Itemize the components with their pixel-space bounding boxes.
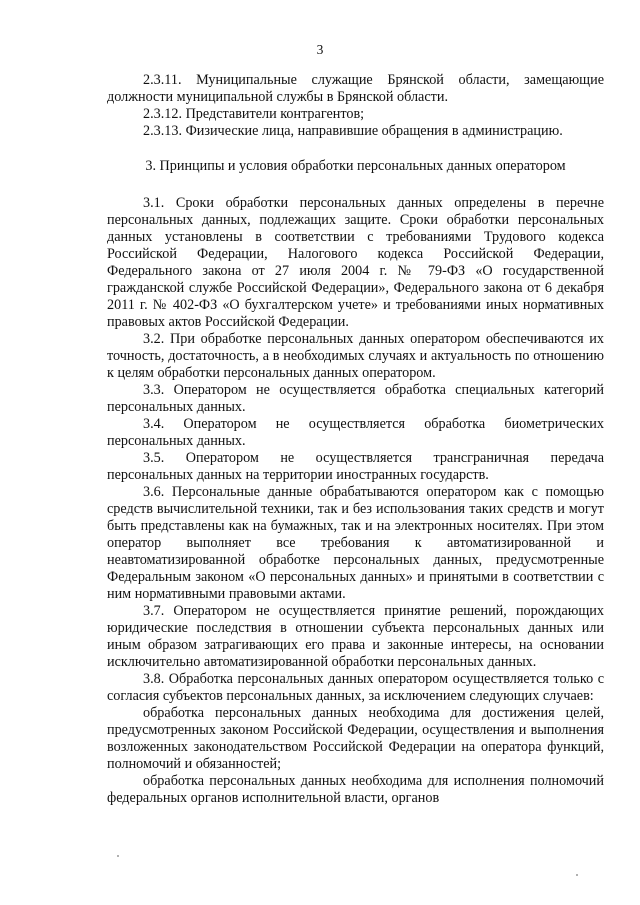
paragraph-3-3: 3.3. Оператором не осуществляется обработка специальных категорий персональных данных. bbox=[107, 382, 604, 415]
paragraph-3-1: 3.1. Сроки обработки персональных данных определены в перечне персональных данных, подлежащих защите. Сроки обработки персональных данных установлены в соответствии с требованиями Трудового кодекса Российской Федерации, Налогового кодекса Российской Федерации, Федерального закона от 27 июля 2004 г. № 79-ФЗ «О государственной гражданской службе Российской Федерации», Федерального закона от 6 декабря 2011 г. № 402-ФЗ «О бухгалтерском учете» и требованиями иных нормативных правовых актов Российской Федерации. bbox=[107, 195, 604, 330]
scan-speck bbox=[117, 855, 119, 857]
paragraph-3-2: 3.2. При обработке персональных данных оператором обеспечиваются их точность, достаточность, а в необходимых случаях и актуальность по отношению к целям обработки персональных данных оператором. bbox=[107, 331, 604, 381]
paragraph-2-3-11: 2.3.11. Муниципальные служащие Брянской области, замещающие должности муниципальной службы в Брянской области. bbox=[107, 72, 604, 105]
document-body bbox=[107, 72, 604, 807]
paragraph-3-5: 3.5. Оператором не осуществляется трансграничная передача персональных данных на территории иностранных государств. bbox=[107, 450, 604, 483]
section-heading: 3. Принципы и условия обработки персональных данных оператором bbox=[145, 158, 566, 174]
list-item-exception-2: обработка персональных данных необходима для исполнения полномочий федеральных органов исполнительной власти, органов bbox=[107, 773, 604, 806]
paragraph-2-3-13: 2.3.13. Физические лица, направившие обращения в администрацию. bbox=[143, 123, 563, 139]
scan-speck bbox=[576, 874, 578, 876]
page-number: 3 bbox=[316, 42, 324, 57]
paragraph-3-8: 3.8. Обработка персональных данных оператором осуществляется только с согласия субъектов персональных данных, за исключением следующих случаев: bbox=[107, 671, 604, 704]
paragraph-2-3-12: 2.3.12. Представители контрагентов; bbox=[143, 106, 365, 122]
paragraph-3-7: 3.7. Оператором не осуществляется принятие решений, порождающих юридические последствия в отношении субъекта персональных данных или иным образом затрагивающих его права и законные интересы, на основании исключительно автоматизированной обработки персональных данных. bbox=[107, 603, 604, 670]
paragraph-3-4: 3.4. Оператором не осуществляется обработка биометрических персональных данных. bbox=[107, 416, 604, 449]
list-item-exception-1: обработка персональных данных необходима для достижения целей, предусмотренных законом Российской Федерации, осуществления и выполнения возложенных законодательством Российской Федерации на оператора функций, полномочий и обязанностей; bbox=[107, 705, 604, 772]
paragraph-3-6: 3.6. Персональные данные обрабатываются оператором как с помощью средств вычислительной техники, так и без использования таких средств и могут быть представлены как на бумажных, так и на электронных носителях. При этом оператор выполняет все требования к автоматизированной и неавтоматизированной обработке персональных данных, предусмотренные Федеральным законом «О персональных данных» и принятыми в соответствии с ним нормативными правовыми актами. bbox=[107, 484, 604, 602]
